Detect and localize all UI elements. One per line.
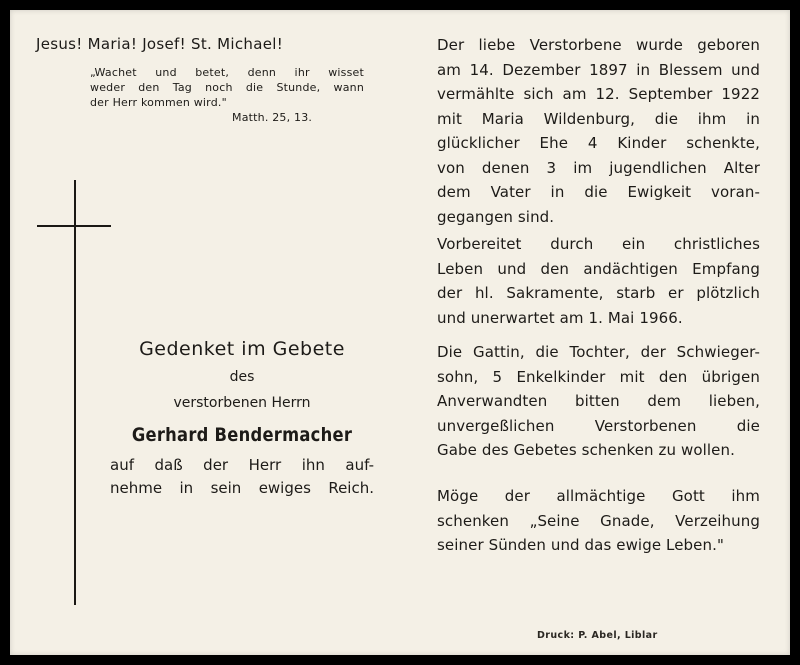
text-line: Der liebe Verstorbene wurde geboren: [437, 36, 760, 54]
cross-icon: [74, 180, 76, 605]
text-line: am 14. Dezember 1897 in Blessem und: [437, 60, 760, 79]
text-line: seiner Sünden und das ewige Leben.": [437, 536, 724, 554]
text-line: gegangen sind.: [437, 207, 555, 226]
memorial-title: Gedenket im Gebete: [139, 338, 345, 360]
text-line: sohn, 5 Enkelkinder mit den übrigen: [437, 367, 760, 386]
memorial-card: [10, 10, 790, 655]
text-line: Die Gattin, die Tochter, der Schwieger-: [437, 343, 760, 361]
memorial-closing: [110, 454, 374, 500]
paragraph-death: [437, 232, 760, 330]
memorial-des: des: [229, 369, 255, 385]
paragraph-life: [437, 33, 760, 229]
deceased-name: Gerhard Bendermacher: [131, 424, 353, 446]
text-line: Anverwandten bitten dem lieben,: [437, 392, 760, 410]
paragraph-family: [437, 340, 760, 463]
text-line: Möge der allmächtige Gott ihm: [437, 487, 760, 505]
verse-line: „Wachet und betet, denn ihr wisset: [90, 66, 364, 79]
printer-credit: Druck: P. Abel, Liblar: [537, 630, 658, 641]
text-line: vermählte sich am 12. September 1922: [437, 85, 760, 103]
closing-line: auf daß der Herr ihn auf-: [110, 456, 374, 474]
text-line: Leben und den andächtigen Empfang: [437, 259, 760, 278]
text-line: glücklicher Ehe 4 Kinder schenkte,: [437, 134, 760, 152]
text-line: unvergeßlichen Verstorbenen die: [437, 416, 760, 435]
text-line: dem Vater in die Ewigkeit voran-: [437, 183, 760, 201]
memorial-block: [110, 338, 374, 500]
text-line: der hl. Sakramente, starb er plötzlich: [437, 284, 760, 302]
bible-verse: [90, 65, 364, 125]
text-line: Gabe des Gebetes schenken zu wollen.: [437, 441, 735, 459]
text-line: Vorbereitet durch ein christliches: [437, 235, 760, 253]
verse-line: weder den Tag noch die Stunde, wann: [90, 81, 364, 94]
paragraph-prayer: [437, 484, 760, 558]
verse-line: der Herr kommen wird.": [90, 96, 227, 109]
text-line: mit Maria Wildenburg, die ihm in: [437, 109, 760, 128]
text-line: von denen 3 im jugendlichen Alter: [437, 158, 760, 177]
invocation-heading: Jesus! Maria! Josef! St. Michael!: [36, 35, 284, 53]
left-panel: [10, 10, 410, 655]
text-line: schenken „Seine Gnade, Verzeihung: [437, 511, 760, 530]
right-panel: [410, 10, 790, 655]
text-line: und unerwartet am 1. Mai 1966.: [437, 308, 683, 327]
memorial-herrn: verstorbenen Herrn: [173, 395, 311, 411]
cross-bar: [37, 225, 111, 227]
closing-line: nehme in sein ewiges Reich.: [110, 479, 374, 497]
verse-reference: Matth. 25, 13.: [232, 111, 313, 124]
